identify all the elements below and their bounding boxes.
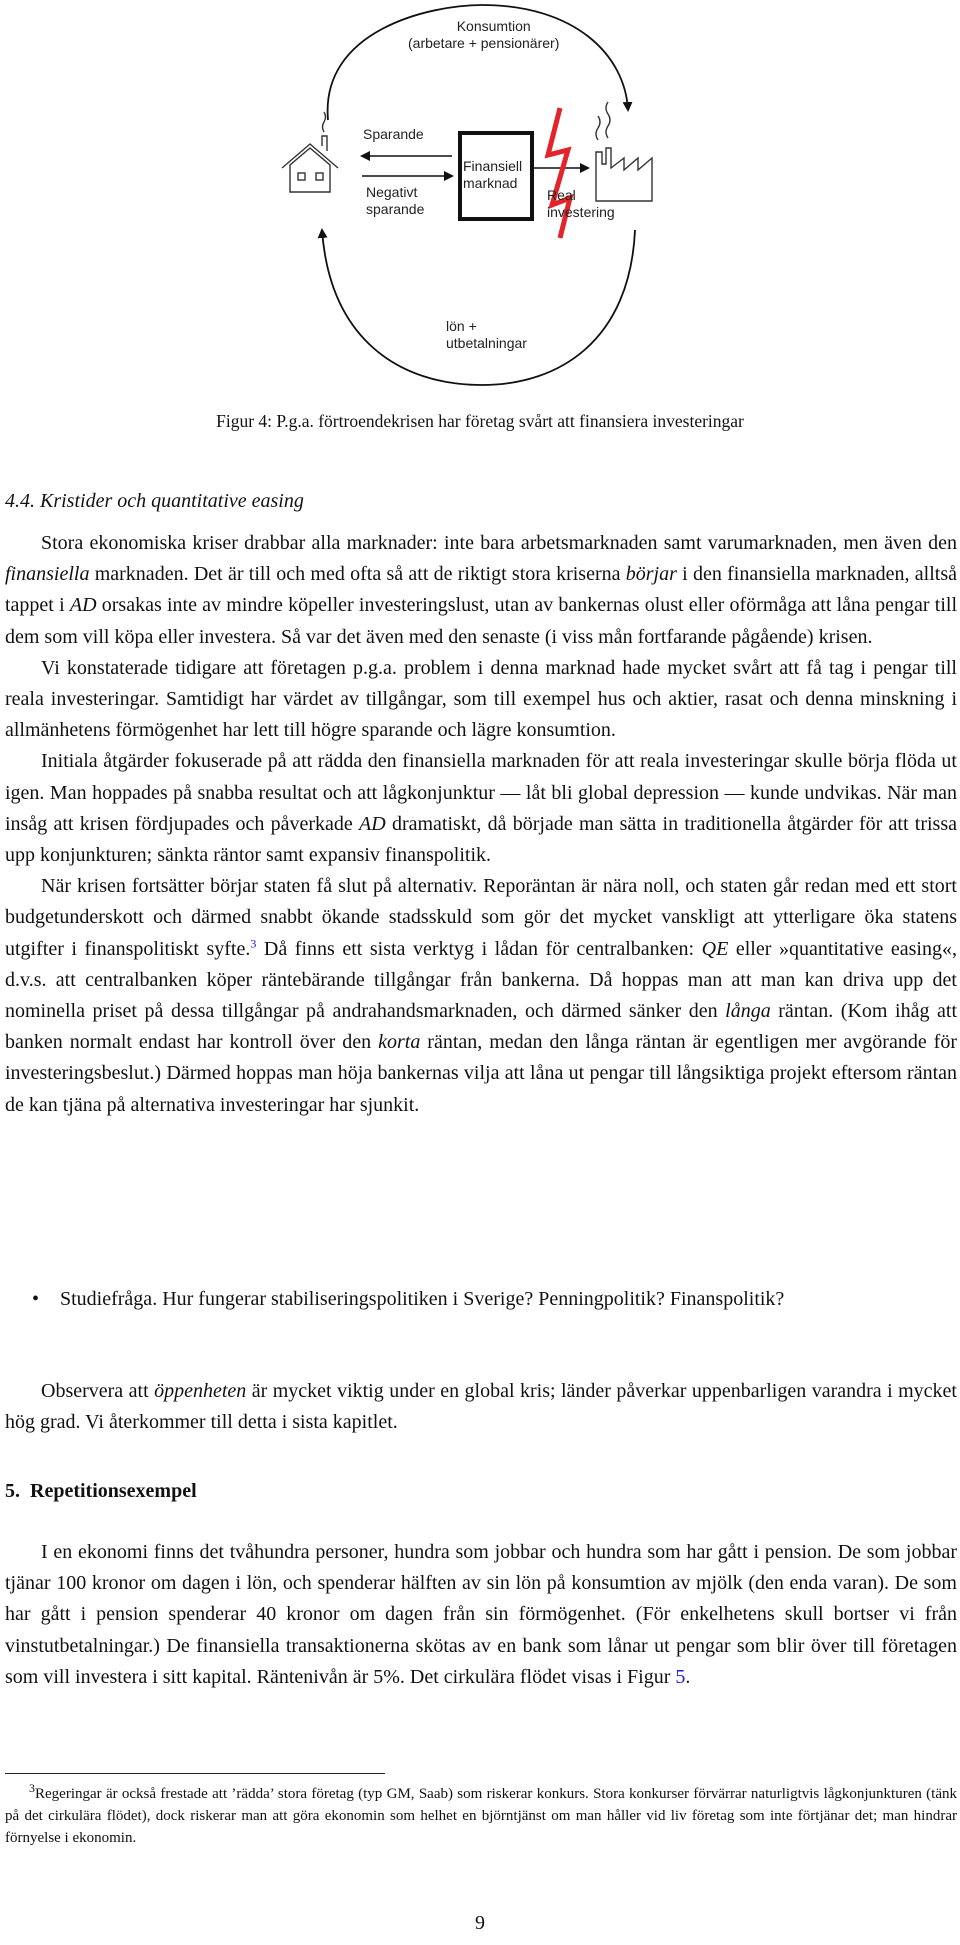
financial-market-label-line2: marknad <box>463 175 518 191</box>
study-question-bullet <box>0 1284 957 1315</box>
text-span: Stora ekonomiska kriser drabbar alla marknader: inte bara arbetsmarknaden samt varumarknaden, men även den <box>41 532 957 554</box>
paragraph-companies: Vi konstaterade tidigare att företagen p.g.a. problem i denna marknad hade mycket svårt att få tag i pengar till reala investeringar. Samtidigt har värdet av tillgångar, som till exempel hus och aktier, rasat och denna minskning i allmänhetens förmögenhet har lett till högre sparande och lägre konsumtion. <box>5 656 957 742</box>
text-span: är mycket viktig under en global kris; länder påverkar uppenbarligen varandra i mycket hög grad. Vi återkommer till detta i sista kapitlet. <box>5 1380 957 1434</box>
footnote-divider <box>5 1773 385 1774</box>
paragraph-quantitative-easing <box>5 871 957 1121</box>
wages-label-line2: utbetalningar <box>446 335 527 351</box>
footnote-mark: 3 <box>29 1781 35 1795</box>
circular-flow-diagram <box>0 0 960 400</box>
figure-ref-link[interactable]: 5 <box>675 1665 686 1688</box>
text-span: räntan, medan den långa räntan är egentligen mer avgörande för investeringsbeslut.) Därmed hoppas man höja bankernas vilja att låna ut pengar till långsiktiga projekt eftersom räntan de kan tjäna på alternativa investeringar har sjunkit. <box>5 1031 958 1116</box>
section-number: 5. <box>5 1480 20 1502</box>
wages-label <box>446 318 527 352</box>
text-span: Då finns ett sista verktyg i lådan för centralbanken: <box>256 937 702 960</box>
negative-saving-label-line2: sparande <box>366 201 425 217</box>
wages-label-line1: lön + <box>446 318 477 334</box>
paragraph-crises <box>5 528 957 653</box>
footnote <box>5 1783 957 1849</box>
real-investment-label <box>547 187 615 221</box>
section-5-body <box>5 1537 957 1693</box>
section-5-heading <box>5 1480 197 1503</box>
emphasis: öppenheten <box>154 1380 247 1402</box>
financial-market-label-line1: Finansiell <box>463 158 523 174</box>
text-span: Observera att <box>41 1380 155 1402</box>
footnote-ref[interactable]: 3 <box>250 935 257 950</box>
text-span: När krisen fortsätter börjar staten få slut på alternativ. Reporäntan är nära noll, och staten går redan med ett stort budgetunderskott och därmed snabbt ökande stadsskuld som gör det mycket vanskligt att ytterligare öka statens utgifter i finanspolitiskt syfte. <box>5 875 957 960</box>
consumption-label-line1: Konsumtion <box>456 18 531 34</box>
study-question-text: Studiefråga. Hur fungerar stabiliseringspolitiken i Sverige? Penningpolitik? Finanspolitik? <box>60 1288 785 1310</box>
page-number: 9 <box>475 1912 485 1934</box>
text-span: Initiala åtgärder fokuserade på att rädda den finansiella marknaden för att reala investeringar skulle börja flöda ut igen. Man hoppades på snabba resultat och att lågkonjunktur — låt bli global depression — kunde undvikas. När man insåg att krisen fördjupades och påverkade <box>5 750 957 835</box>
figure-caption: Figur 4: P.g.a. förtroendekrisen har företag svårt att finansiera investeringar <box>216 411 744 431</box>
text-span: I en ekonomi finns det tvåhundra personer, hundra som jobbar och hundra som har gått i pension. De som jobbar tjänar 100 kronor om dagen i lön, och spenderar hälften av sin lön på konsumtion av mjölk (den enda varan). De som har gått i pension spenderar 40 kronor om dagen från sin förmögenhet. (För enkelhetens skull bortser vi från vinstutbetalningar.) De finansiella transaktionerna skötas av en bank som lånar ut pengar som blir över till företagen som vill investera i sitt kapital. Räntenivån är 5%. Det cirkulära flödet visas i Figur <box>5 1541 957 1688</box>
text-span: räntan. (Kom ihåg att banken normalt endast har kontroll över den <box>5 1000 957 1054</box>
footnote-body: Regeringar är också frestade att ’rädda’ stora företag (typ GM, Saab) som riskerar konkurs. Stora konkurser förvärrar naturligtvis lågkonjunkturen (tänk på det cirkulära flödet), dock riskerar man att göra ekonomin som helhet en björntjänst om man håller vid liv företag som inte förtjänar det; man hindrar förnyelse i ekonomin. <box>5 1786 957 1846</box>
emphasis: finansiella <box>5 563 90 586</box>
emphasis: börjar <box>625 563 677 586</box>
consumption-label <box>408 18 559 52</box>
emphasis: långa <box>725 1000 771 1023</box>
text-span: . <box>685 1665 691 1688</box>
footnote-text <box>5 1783 957 1849</box>
negative-saving-label <box>366 184 424 218</box>
text-span: i den finansiella marknaden, alltså tappet i <box>5 563 957 617</box>
house-icon <box>282 112 338 192</box>
text-span: marknaden. Det är till och med ofta så att de riktigt stora kriserna <box>89 563 626 586</box>
consumption-label-line2: (arbetare + pensionärer) <box>408 35 560 51</box>
emphasis: korta <box>378 1031 421 1054</box>
paragraph-example <box>5 1537 957 1693</box>
saving-label: Sparande <box>363 126 424 142</box>
real-investment-label-line1: Real <box>547 187 576 203</box>
bullet-dot-icon: • <box>32 1288 40 1310</box>
emphasis: AD <box>359 812 386 835</box>
real-investment-label-line2: investering <box>547 204 615 220</box>
paragraph-initial-measures <box>5 746 957 871</box>
text-span: orsakas inte av mindre köpeller investeringslust, utan av bankernas olust eller oförmåga att låna pengar till dem som vill köpa eller investera. Så var det även med den senaste (i viss mån fortfarande pågående) krisen. <box>5 594 957 648</box>
emphasis: AD <box>69 594 97 617</box>
section-heading: 4.4. Kristider och quantitative easing <box>5 490 304 512</box>
section-title: Repetitionsexempel <box>30 1480 197 1502</box>
financial-market-label <box>463 158 522 192</box>
text-span: dramatiskt, då började man sätta in traditionella åtgärder för att trissa upp konjunkturen; sänkta räntor samt expansiv finanspolitik. <box>5 812 958 867</box>
emphasis: QE <box>701 937 729 960</box>
section-body-continued <box>5 1376 957 1438</box>
paragraph-openness <box>5 1376 957 1438</box>
text-span: eller »quantitative easing«, d.v.s. att centralbanken köper räntebärande tillgångar från bankerna. Då hoppas man att man kan driva upp det nominella priset på dessa tillgångar på andrahandsmarknaden, och därmed sänker den <box>5 937 957 1023</box>
wages-flow-arc <box>322 230 635 385</box>
section-body <box>5 528 957 1121</box>
negative-saving-label-line1: Negativt <box>366 184 418 200</box>
